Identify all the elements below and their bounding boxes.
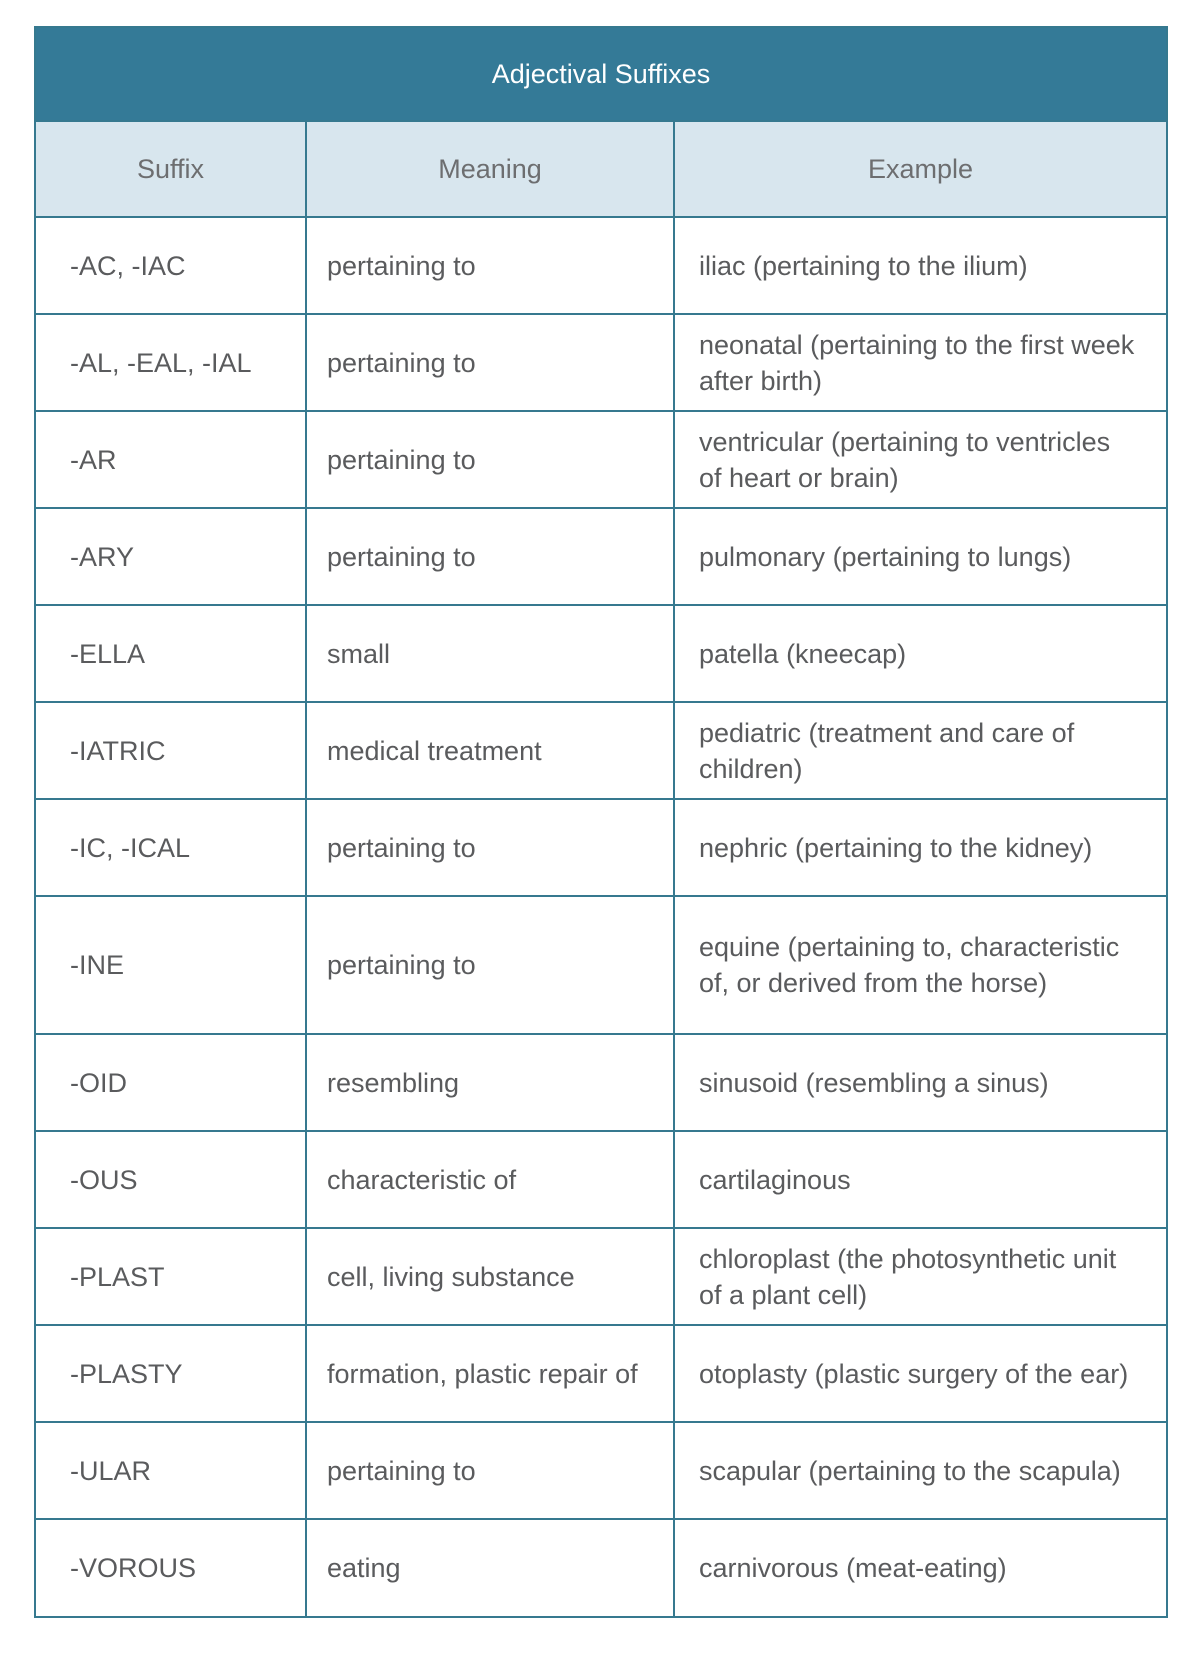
example-cell: pulmonary (pertaining to lungs)	[674, 508, 1166, 605]
meaning-cell: eating	[306, 1519, 674, 1616]
suffix-cell: -OID	[36, 1034, 306, 1131]
table-row	[36, 1034, 1166, 1131]
example-cell: equine (pertaining to, characteristic of, or derived from the horse)	[674, 896, 1166, 1034]
meaning-cell: characteristic of	[306, 1131, 674, 1228]
suffix-table-grid	[36, 28, 1166, 1616]
meaning-cell: pertaining to	[306, 314, 674, 411]
table-title: Adjectival Suffixes	[36, 28, 1166, 121]
suffix-cell: -AC, -IAC	[36, 217, 306, 314]
meaning-cell: small	[306, 605, 674, 702]
meaning-cell: pertaining to	[306, 896, 674, 1034]
column-header-example: Example	[674, 121, 1166, 217]
example-cell: ventricular (pertaining to ventricles of heart or brain)	[674, 411, 1166, 508]
table-row	[36, 1519, 1166, 1616]
table-row	[36, 1131, 1166, 1228]
table-row	[36, 896, 1166, 1034]
table-row	[36, 799, 1166, 896]
suffix-cell: -ELLA	[36, 605, 306, 702]
meaning-cell: cell, living substance	[306, 1228, 674, 1325]
suffix-table	[34, 26, 1168, 1618]
example-cell: patella (kneecap)	[674, 605, 1166, 702]
meaning-cell: pertaining to	[306, 411, 674, 508]
table-row	[36, 508, 1166, 605]
suffix-cell: -PLAST	[36, 1228, 306, 1325]
table-row	[36, 217, 1166, 314]
suffix-cell: -PLASTY	[36, 1325, 306, 1422]
column-header-meaning: Meaning	[306, 121, 674, 217]
suffix-cell: -VOROUS	[36, 1519, 306, 1616]
example-cell: otoplasty (plastic surgery of the ear)	[674, 1325, 1166, 1422]
suffix-cell: -IATRIC	[36, 702, 306, 799]
example-cell: cartilaginous	[674, 1131, 1166, 1228]
table-row	[36, 314, 1166, 411]
table-row	[36, 411, 1166, 508]
suffix-cell: -ULAR	[36, 1422, 306, 1519]
table-row	[36, 1325, 1166, 1422]
example-cell: nephric (pertaining to the kidney)	[674, 799, 1166, 896]
example-cell: carnivorous (meat-eating)	[674, 1519, 1166, 1616]
meaning-cell: pertaining to	[306, 799, 674, 896]
suffix-cell: -ARY	[36, 508, 306, 605]
meaning-cell: medical treatment	[306, 702, 674, 799]
suffix-cell: -AL, -EAL, -IAL	[36, 314, 306, 411]
suffix-cell: -INE	[36, 896, 306, 1034]
table-row	[36, 1228, 1166, 1325]
column-header-suffix: Suffix	[36, 121, 306, 217]
table-row	[36, 702, 1166, 799]
meaning-cell: pertaining to	[306, 217, 674, 314]
table-row	[36, 605, 1166, 702]
example-cell: chloroplast (the photosynthetic unit of a plant cell)	[674, 1228, 1166, 1325]
suffix-cell: -IC, -ICAL	[36, 799, 306, 896]
suffix-cell: -OUS	[36, 1131, 306, 1228]
meaning-cell: pertaining to	[306, 1422, 674, 1519]
example-cell: iliac (pertaining to the ilium)	[674, 217, 1166, 314]
meaning-cell: resembling	[306, 1034, 674, 1131]
meaning-cell: formation, plastic repair of	[306, 1325, 674, 1422]
example-cell: sinusoid (resembling a sinus)	[674, 1034, 1166, 1131]
example-cell: scapular (pertaining to the scapula)	[674, 1422, 1166, 1519]
example-cell: neonatal (pertaining to the first week after birth)	[674, 314, 1166, 411]
table-row	[36, 1422, 1166, 1519]
meaning-cell: pertaining to	[306, 508, 674, 605]
example-cell: pediatric (treatment and care of children)	[674, 702, 1166, 799]
suffix-cell: -AR	[36, 411, 306, 508]
